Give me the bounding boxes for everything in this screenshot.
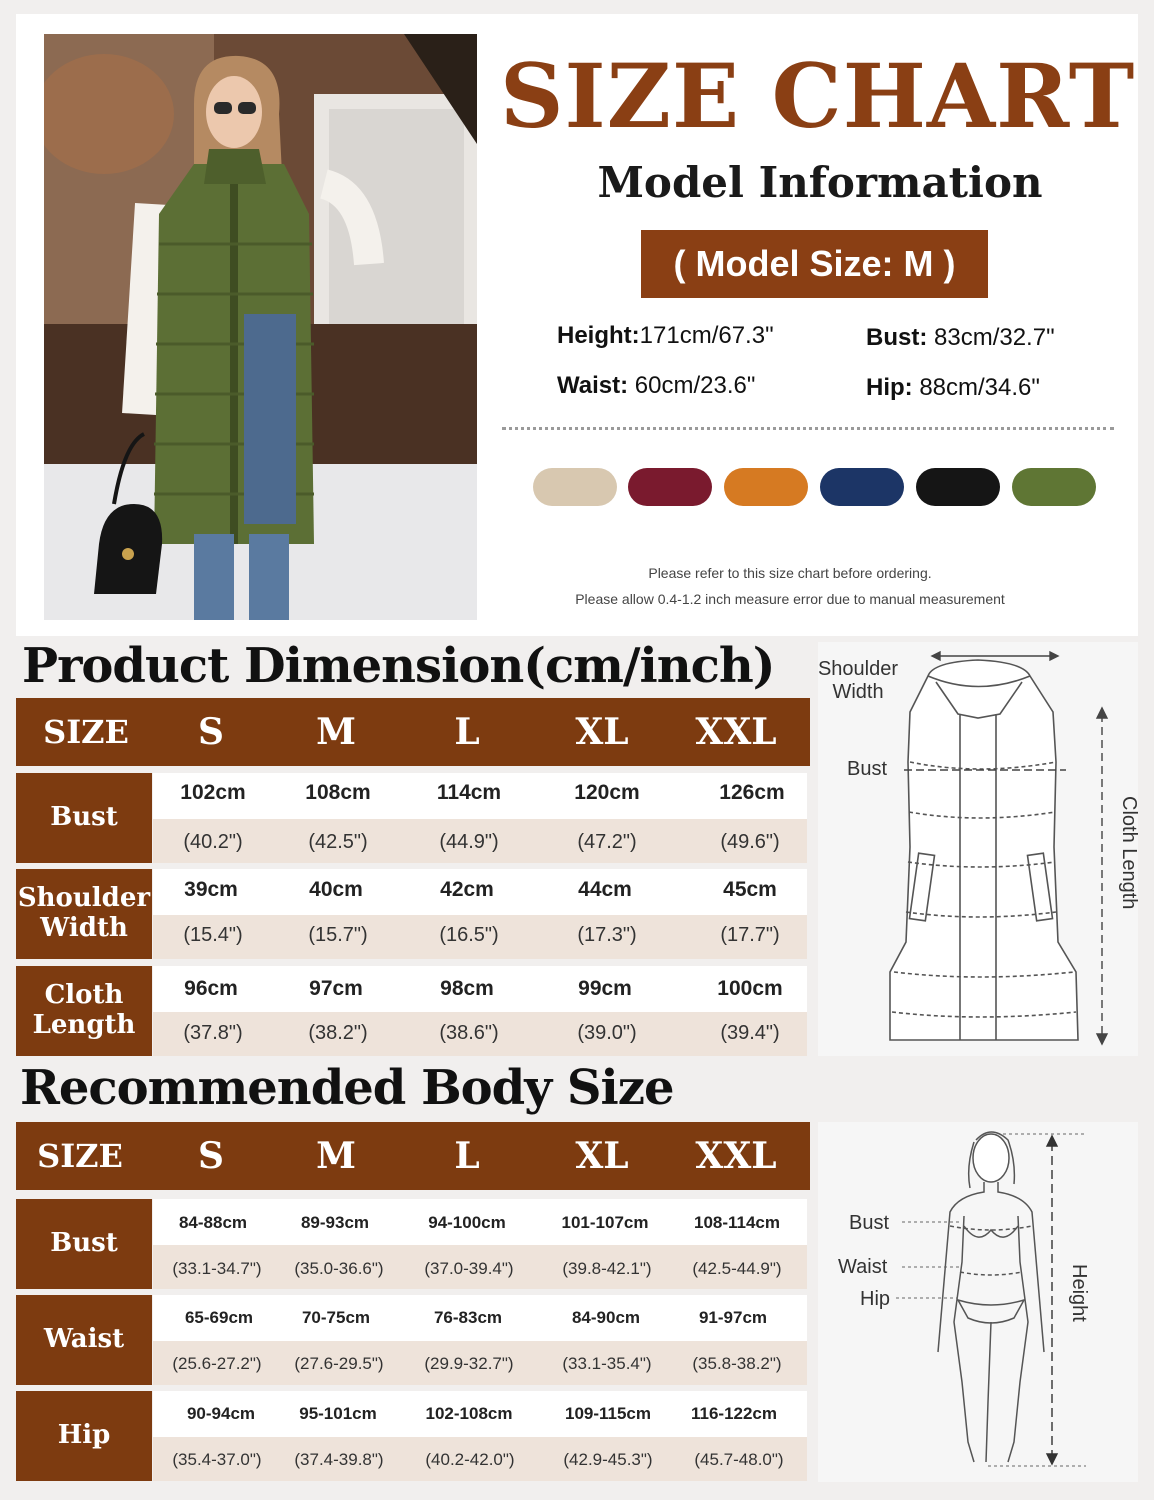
- size-col-l: L: [454, 1135, 480, 1177]
- body-row-hip: [153, 1391, 807, 1481]
- cell: 91-97cm: [698, 1308, 768, 1327]
- cell: (17.3"): [577, 924, 637, 946]
- size-col-xxl: XXL: [695, 1135, 777, 1177]
- product-row-bust: [153, 773, 807, 863]
- cell: (16.5"): [439, 924, 499, 946]
- color-swatch-black[interactable]: [916, 468, 1000, 506]
- note-error: Please allow 0.4-1.2 inch measure error due to manual measurement: [575, 591, 1005, 607]
- size-col-s: S: [198, 711, 224, 753]
- color-swatch-navy[interactable]: [820, 468, 904, 506]
- size-col-m: M: [316, 711, 356, 753]
- cell: 84-88cm: [178, 1213, 248, 1232]
- cloth-length-label: Cloth Length: [1118, 796, 1140, 910]
- product-row-cloth-length: [153, 966, 807, 1056]
- cell: (37.4-39.8"): [294, 1450, 384, 1469]
- size-col-s: S: [198, 1135, 224, 1177]
- cell: 90-94cm: [186, 1404, 256, 1423]
- bust-value: 83cm/32.7": [934, 324, 1055, 351]
- diagram-bust-label: Bust: [847, 758, 888, 780]
- cell: 98cm: [440, 977, 494, 1000]
- waist-value: 60cm/23.6": [634, 372, 756, 399]
- size-col-l: L: [454, 711, 480, 753]
- vest-diagram: [818, 642, 1138, 1056]
- cell: (27.6-29.5"): [294, 1354, 384, 1373]
- model-hip: [866, 374, 1040, 402]
- hip-label: Hip:: [866, 374, 913, 401]
- waist-label: Waist:: [557, 372, 629, 399]
- row-label-bust: Bust: [16, 1199, 152, 1289]
- cell: 102cm: [180, 781, 246, 804]
- cell: 100cm: [717, 977, 783, 1000]
- cell: 70-75cm: [301, 1308, 371, 1327]
- shoulder-width-label: Shoulder Width: [817, 658, 899, 703]
- cell: (49.6"): [720, 831, 780, 853]
- cell: (17.7"): [720, 924, 780, 946]
- note-refer: Please refer to this size chart before ordering.: [648, 565, 932, 581]
- row-label-bust: Bust: [16, 773, 152, 863]
- row-label-shoulder-width: Shoulder Width: [16, 869, 152, 959]
- cell: 97cm: [309, 977, 363, 1000]
- cell: 108-114cm: [693, 1213, 781, 1232]
- bust-label: Bust:: [866, 324, 928, 351]
- height-label: Height:: [557, 322, 640, 349]
- cell: 101-107cm: [561, 1213, 649, 1232]
- product-table-header: [16, 698, 810, 766]
- size-col-xxl: XXL: [695, 711, 777, 753]
- body-row-waist: [153, 1295, 807, 1385]
- cell: 108cm: [305, 781, 371, 804]
- color-swatch-wine[interactable]: [628, 468, 712, 506]
- cell: (39.0"): [577, 1022, 637, 1044]
- size-chart-title: SIZE CHART: [500, 44, 1136, 148]
- cell: 102-108cm: [425, 1404, 513, 1423]
- diagram-hip-label: Hip: [860, 1288, 891, 1310]
- cell: 89-93cm: [300, 1213, 370, 1232]
- color-swatch-beige[interactable]: [533, 468, 617, 506]
- cell: (38.6"): [439, 1022, 499, 1044]
- cell: 44cm: [578, 878, 632, 901]
- cell: 39cm: [184, 878, 238, 901]
- cell: (35.4-37.0"): [172, 1450, 262, 1469]
- cell: 40cm: [309, 878, 363, 901]
- row-label-hip: Hip: [16, 1391, 152, 1481]
- cell: 109-115cm: [564, 1404, 652, 1423]
- size-col-xl: XL: [575, 711, 629, 753]
- color-swatch-green[interactable]: [1012, 468, 1096, 506]
- size-header: SIZE: [43, 713, 129, 751]
- size-col-xl: XL: [575, 1135, 629, 1177]
- size-header: SIZE: [37, 1137, 123, 1175]
- model-height: [557, 322, 774, 350]
- cell: 76-83cm: [433, 1308, 503, 1327]
- cell: (42.9-45.3"): [563, 1450, 653, 1469]
- cell: (38.2"): [308, 1022, 368, 1044]
- cell: 116-122cm: [690, 1404, 778, 1423]
- body-row-bust: [153, 1199, 807, 1289]
- row-label-waist: Waist: [16, 1295, 152, 1385]
- cell: (33.1-35.4"): [562, 1354, 652, 1373]
- cell: (47.2"): [577, 831, 637, 853]
- cell: 99cm: [578, 977, 632, 1000]
- cell: (15.7"): [308, 924, 368, 946]
- cell: 120cm: [574, 781, 640, 804]
- cell: 45cm: [723, 878, 777, 901]
- cell: (39.8-42.1"): [562, 1259, 652, 1278]
- body-table-header: [16, 1122, 810, 1190]
- cell: (29.9-32.7"): [424, 1354, 514, 1373]
- cell: (39.4"): [720, 1022, 780, 1044]
- cell: 114cm: [436, 781, 502, 804]
- model-size-badge: ( Model Size: M ): [641, 230, 988, 298]
- cell: (45.7-48.0"): [694, 1450, 784, 1469]
- model-bust: [866, 324, 1055, 352]
- cell: (25.6-27.2"): [172, 1354, 262, 1373]
- cell: (35.8-38.2"): [692, 1354, 782, 1373]
- cell: (42.5"): [308, 831, 368, 853]
- model-waist: [557, 372, 755, 400]
- model-photo: [44, 34, 477, 620]
- color-swatch-orange[interactable]: [724, 468, 808, 506]
- hip-value: 88cm/34.6": [919, 374, 1040, 401]
- cell: 96cm: [184, 977, 238, 1000]
- vest-outline-icon: [818, 642, 1138, 1056]
- cell: (35.0-36.6"): [294, 1259, 384, 1278]
- size-col-m: M: [316, 1135, 356, 1177]
- divider: [502, 427, 1114, 430]
- cell: (40.2-42.0"): [425, 1450, 515, 1469]
- cell: (44.9"): [439, 831, 499, 853]
- cell: (37.0-39.4"): [424, 1259, 514, 1278]
- height-label: Height: [1068, 1264, 1090, 1322]
- product-row-shoulder-width: [153, 869, 807, 959]
- cell: 94-100cm: [428, 1213, 506, 1232]
- cell: 42cm: [440, 878, 494, 901]
- cell: (33.1-34.7"): [172, 1259, 262, 1278]
- cell: (15.4"): [183, 924, 243, 946]
- body-size-heading: Recommended Body Size: [20, 1060, 674, 1116]
- cell: 95-101cm: [299, 1404, 377, 1423]
- diagram-bust-label: Bust: [849, 1212, 890, 1234]
- product-dimension-heading: Product Dimension(cm/inch): [22, 638, 775, 694]
- cell: 65-69cm: [184, 1308, 254, 1327]
- cell: (40.2"): [183, 831, 243, 853]
- cell: 126cm: [719, 781, 785, 804]
- cell: (42.5-44.9"): [692, 1259, 782, 1278]
- cell: (37.8"): [183, 1022, 243, 1044]
- diagram-waist-label: Waist: [838, 1256, 888, 1278]
- row-label-cloth-length: Cloth Length: [16, 966, 152, 1056]
- height-value: 171cm/67.3": [639, 322, 774, 349]
- model-information-heading: Model Information: [597, 158, 1043, 207]
- cell: 84-90cm: [571, 1308, 641, 1327]
